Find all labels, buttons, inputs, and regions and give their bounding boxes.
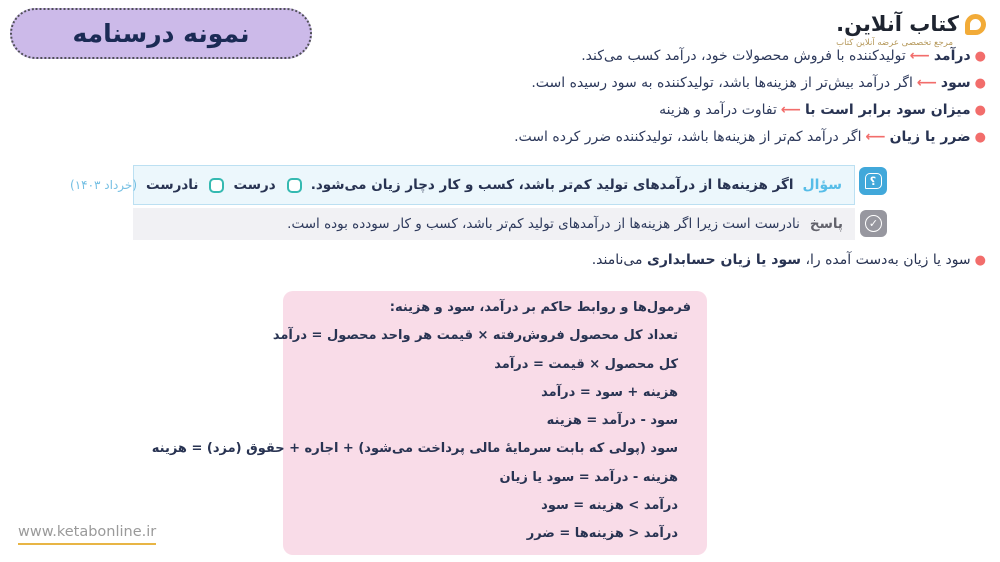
option-false-label: نادرست: [146, 177, 199, 193]
term-label: میزان سود برابر است با: [804, 102, 971, 118]
question-label: سؤال: [802, 177, 842, 193]
answer-label: پاسخ: [809, 216, 843, 232]
formula-line: سود - درآمد = هزینه: [546, 413, 678, 429]
exam-date-tag: (خرداد ۱۴۰۳): [70, 178, 138, 192]
sample-lesson-badge: [10, 8, 312, 59]
definition-text: تفاوت درآمد و هزینه: [659, 102, 777, 118]
badge-label: نمونه درسنامه: [72, 19, 250, 48]
speech-bubble-icon: [965, 14, 986, 35]
list-item: [514, 97, 986, 124]
bullet-dot-icon: ●: [974, 76, 986, 91]
definition-text: تولیدکننده با فروش محصولات خود، درآمد کسب می‌کند.: [581, 48, 906, 64]
bullet-dot-icon: ●: [974, 103, 986, 118]
note-prefix: سود یا زیان به‌دست آمده را،: [801, 252, 971, 268]
note-line: [592, 247, 986, 274]
bullet-dot-icon: ●: [974, 253, 986, 268]
list-item: [514, 43, 986, 70]
term-label: درآمد: [933, 48, 971, 64]
definition-text: اگر درآمد کم‌تر از هزینه‌ها باشد، تولیدکننده ضرر کرده است.: [514, 129, 862, 145]
logo-row: [836, 12, 986, 36]
formula-line: هزینه + سود = درآمد: [541, 384, 678, 400]
formula-box: [151, 291, 707, 555]
formula-line: کل محصول × قیمت = درآمد: [494, 356, 678, 372]
question-mark-glyph: ؟: [865, 173, 882, 189]
definition-text: اگر درآمد بیش‌تر از هزینه‌ها باشد، تولیدکننده به سود رسیده است.: [531, 75, 913, 91]
logo-name: کتاب آنلاین.: [836, 12, 959, 36]
arrow-icon: ⟵: [909, 48, 930, 64]
formula-line: درآمد < هزینه‌ها = ضرر: [526, 526, 678, 542]
bullet-dot-icon: ●: [974, 49, 986, 64]
question-icon: [859, 167, 887, 195]
question-text: اگر هزینه‌ها از درآمدهای تولید کم‌تر باشد، کسب و کار دچار زیان می‌شود.: [310, 177, 794, 193]
list-item: [514, 124, 986, 151]
term-label: ضرر یا زیان: [889, 129, 971, 145]
option-true-label: درست: [233, 177, 276, 193]
list-item: [514, 70, 986, 97]
term-label: سود: [940, 75, 971, 91]
arrow-icon: ⟵: [780, 102, 801, 118]
checkbox-true[interactable]: [287, 178, 302, 193]
formula-line: سود (پولی که بابت سرمایهٔ مالی پرداخت می‌شود) + اجاره + حقوق (مزد) = هزینه: [151, 441, 678, 457]
checkbox-false[interactable]: [209, 178, 224, 193]
check-glyph: ✓: [865, 215, 882, 232]
answer-row: [133, 208, 855, 240]
bullet-dot-icon: ●: [974, 130, 986, 145]
website-url[interactable]: www.ketabonline.ir: [18, 524, 156, 545]
formula-line: تعداد کل محصول فروش‌رفته × قیمت هر واحد محصول = درآمد: [272, 328, 678, 344]
answer-text: نادرست است زیرا اگر هزینه‌ها از درآمدهای تولید کم‌تر باشد، کسب و کار سودده بوده است.: [287, 216, 800, 232]
formula-line: درآمد > هزینه = سود: [541, 498, 678, 514]
formula-box-title: فرمول‌ها و روابط حاکم بر درآمد، سود و هزینه:: [389, 300, 691, 315]
logo-tagline: مرجع تخصصی عرضه آنلاین کتاب: [836, 38, 954, 48]
answer-check-icon: [860, 210, 887, 237]
question-box: [70, 165, 855, 205]
formula-line: هزینه - درآمد = سود یا زیان: [499, 469, 678, 485]
arrow-icon: ⟵: [865, 129, 886, 145]
note-suffix: می‌نامند.: [591, 252, 648, 268]
definition-list: [514, 43, 986, 151]
arrow-icon: ⟵: [916, 75, 937, 91]
note-bold: سود یا زیان حسابداری: [647, 252, 802, 268]
